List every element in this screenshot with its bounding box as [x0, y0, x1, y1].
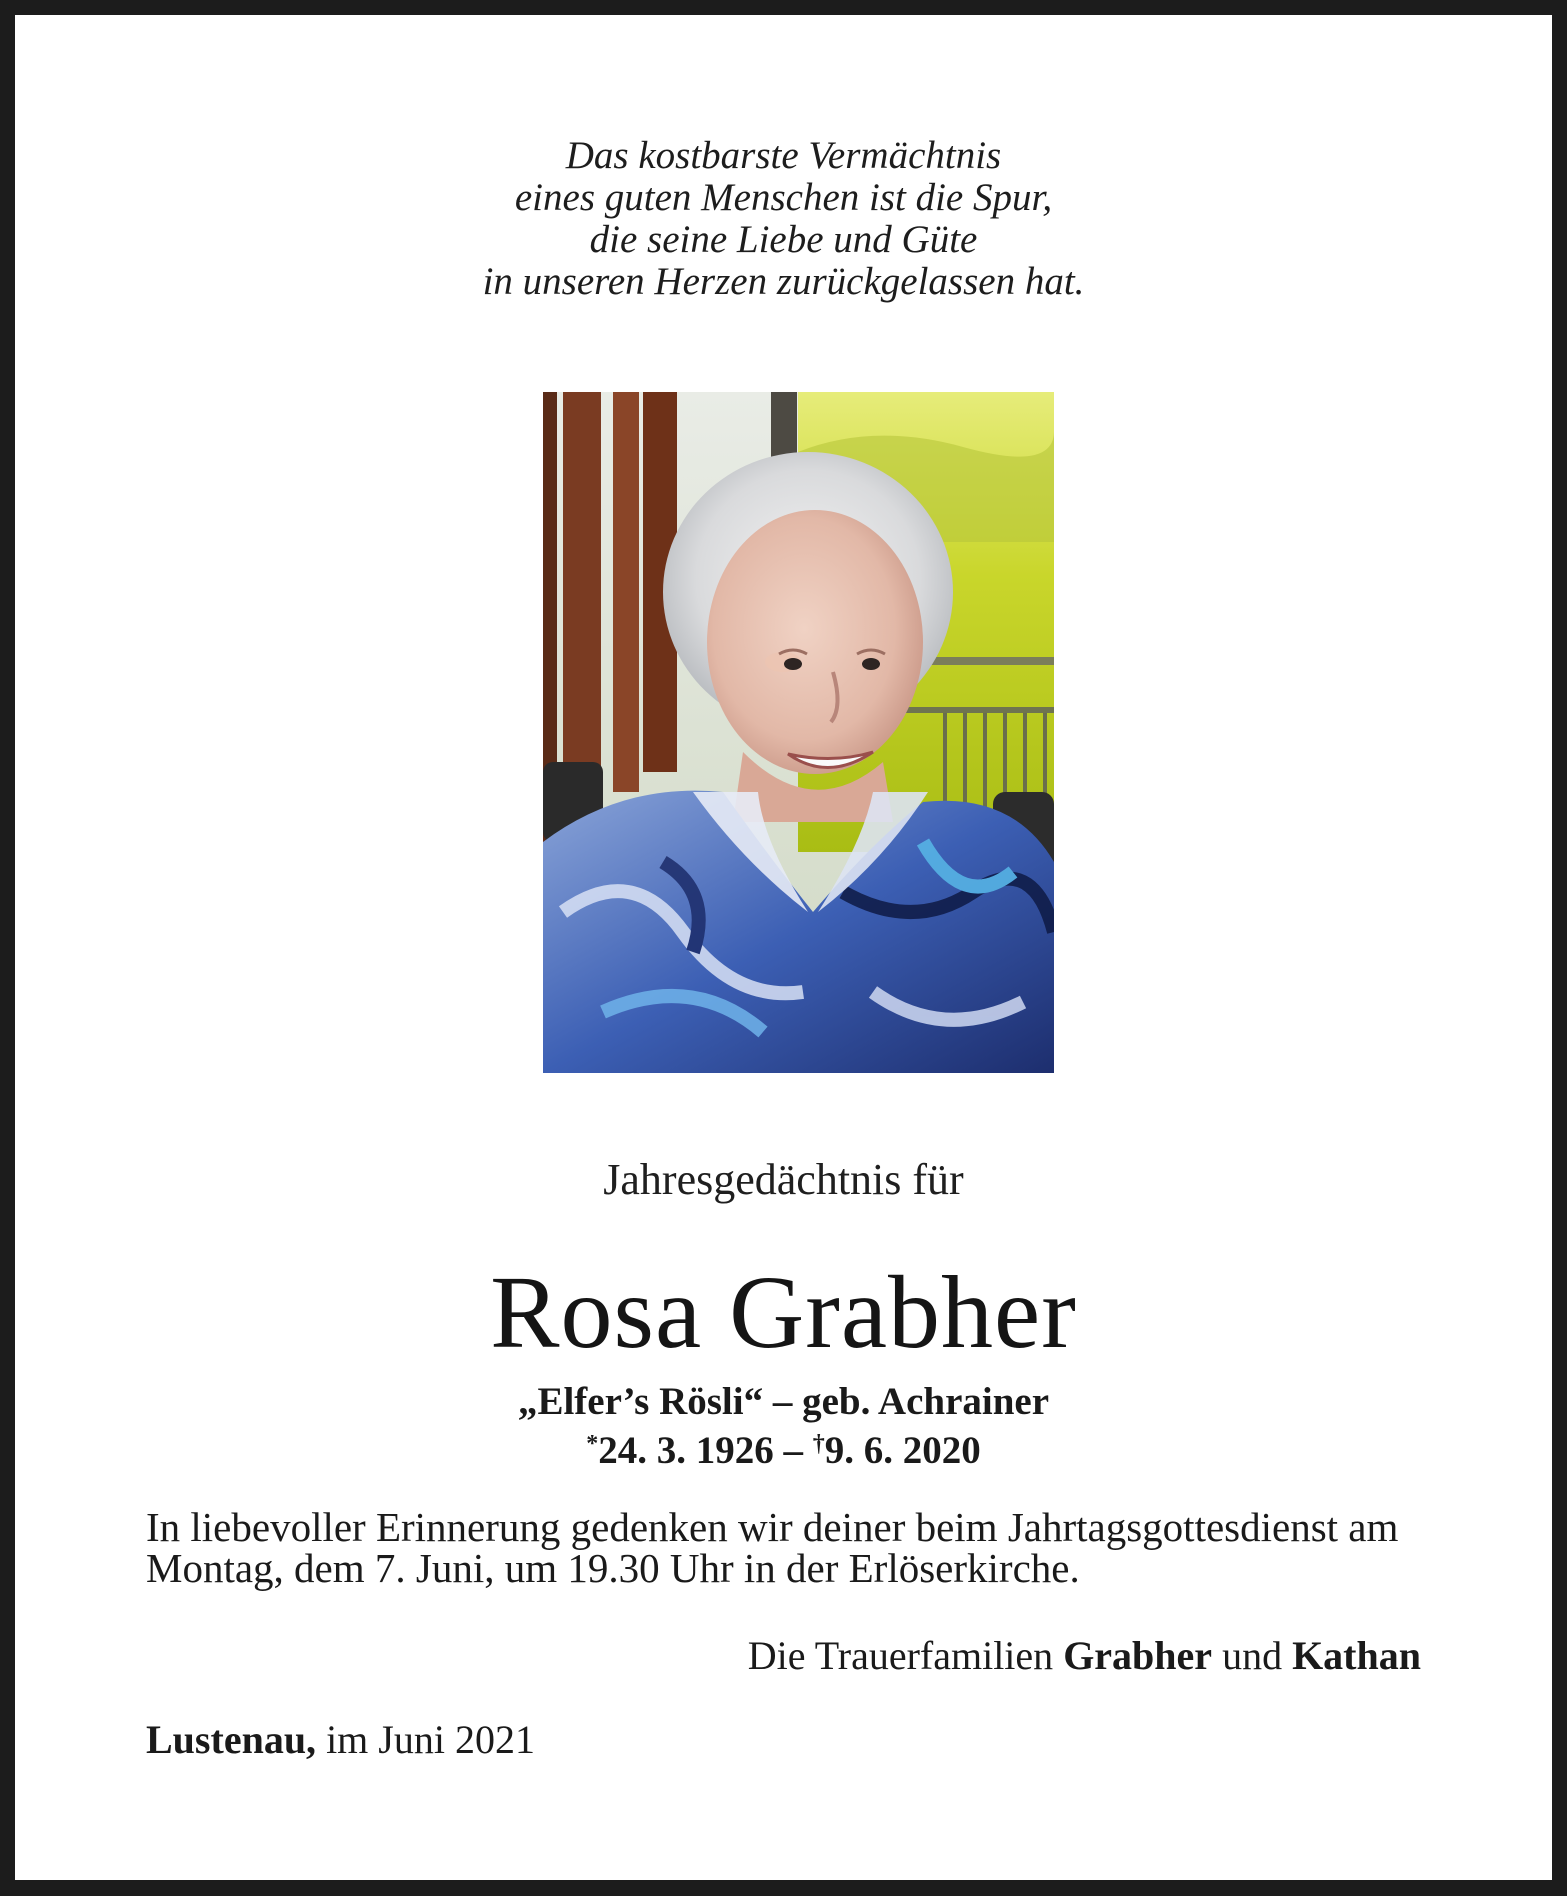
death-date: 9. 6. 2020 — [824, 1429, 981, 1472]
birth-symbol: * — [586, 1431, 599, 1457]
signature-prefix: Die Trauerfamilien — [747, 1633, 1064, 1678]
date-separator: – — [773, 1429, 813, 1472]
nickname-maiden-name: „Elfer’s Rösli“ – geb. Achrainer — [517, 1380, 1050, 1423]
family-signature — [748, 1634, 1421, 1678]
deceased-name: Rosa Grabher — [490, 1255, 1077, 1370]
announcement-text — [146, 1504, 1466, 1591]
quote-line: die seine Liebe und Güte — [589, 218, 978, 261]
place: Lustenau, — [146, 1717, 317, 1762]
family-name-kathan: Kathan — [1292, 1633, 1421, 1678]
death-symbol: † — [812, 1431, 825, 1457]
quote-line: eines guten Menschen ist die Spur, — [514, 176, 1053, 219]
quote-line: in unseren Herzen zurückgelassen hat. — [482, 260, 1085, 303]
birth-date: 24. 3. 1926 — [598, 1429, 774, 1472]
place-and-date — [146, 1718, 535, 1762]
signature-connector: und — [1212, 1633, 1293, 1678]
memorial-label: Jahresgedächtnis für — [603, 1155, 964, 1204]
announcement-line: Montag, dem 7. Juni, um 19.30 Uhr in der Erlöserkirche. — [146, 1545, 1080, 1591]
family-name-grabher: Grabher — [1063, 1633, 1213, 1678]
life-dates — [15, 1423, 1552, 1472]
memorial-quote — [15, 135, 1552, 303]
quote-line: Das kostbarste Vermächtnis — [565, 134, 1002, 177]
date: im Juni 2021 — [316, 1717, 535, 1762]
announcement-line: In liebevoller Erinnerung gedenken wir deiner beim Jahrtagsgottesdienst am — [146, 1504, 1399, 1550]
portrait-photo — [543, 392, 1054, 1073]
